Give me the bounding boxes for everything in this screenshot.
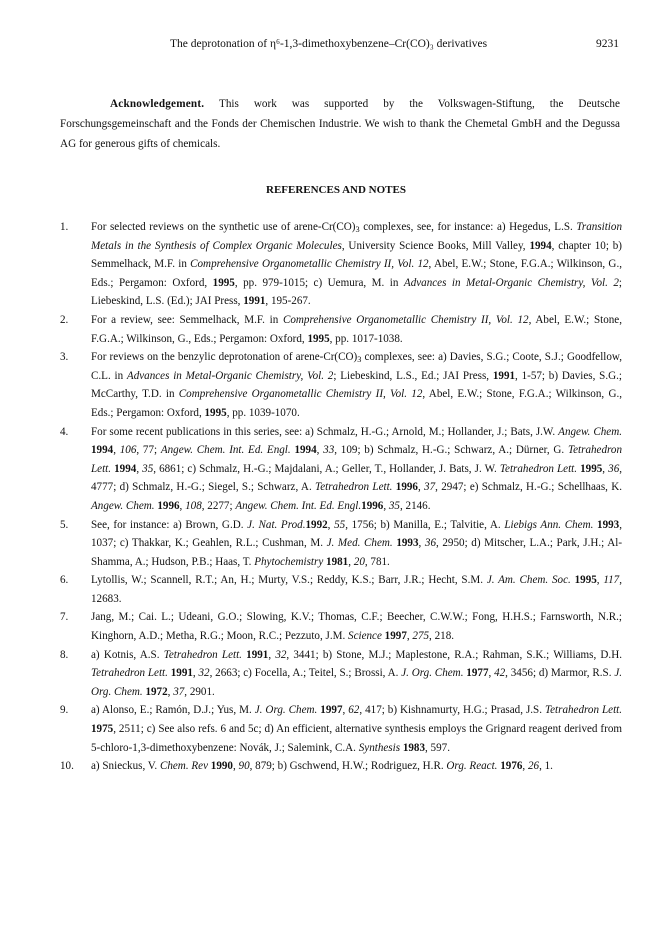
reference-item	[60, 516, 622, 572]
reference-text: For a review, see: Semmelhack, M.F. in Comprehensive Organometallic Chemistry II, Vol. 12, Abel, E.W.; Stone, F.G.A.; Wilkinson, G., Eds.; Pergamon: Oxford, 1995, pp. 1017-1038.	[91, 313, 622, 345]
reference-item	[60, 571, 622, 608]
references-heading: REFERENCES AND NOTES	[266, 184, 406, 196]
reference-number: 7.	[60, 611, 69, 624]
running-title: The deprotonation of η⁶-1,3-dimethoxybenzene–Cr(CO)₃ derivatives	[170, 38, 488, 50]
reference-item	[60, 218, 622, 311]
reference-text: For reviews on the benzylic deprotonation of arene-$Cr(CO)_3$ complexes, see: a) Davies, S.G.; Coote, S.J.; Goodfellow, C.L. in Advances in Metal-Organic Chemistry, Vol. 2; Liebeskind, L.S., Ed.; JAI Press, 1991, 1-57; b) Davies, S.G.; McCarthy, T.D. in Comprehensive Organometallic Chemistry II, Vol. 12, Abel, E.W.; Stone, F.G.A.; Wilkinson, G., Eds.; Pergamon: Oxford, 1995, pp. 1039-1070.	[91, 351, 622, 419]
reference-item	[60, 608, 622, 645]
reference-number: 6.	[60, 574, 69, 587]
reference-item	[60, 701, 622, 757]
reference-item	[60, 423, 622, 516]
reference-number: 9.	[60, 704, 69, 717]
reference-item	[60, 348, 622, 422]
acknowledgement-label: Acknowledgement.	[110, 98, 205, 110]
reference-number: 10.	[60, 760, 74, 773]
reference-number: 4.	[60, 425, 69, 438]
reference-text: a) Alonso, E.; Ramón, D.J.; Yus, M. J. Org. Chem. 1997, 62, 417; b) Kishnamurty, H.G.; Prasad, J.S. Tetrahedron Lett. 1975, 2511; c) See also refs. 6 and 5c; d) An efficient, alternative synthesis employs the Grignard reagent derived from 5-chloro-1,3-dimethoxybenzene: Novák, J.; Salemink, C.A. Synthesis 1983, 597.	[91, 704, 623, 754]
reference-number: 3.	[60, 351, 69, 364]
reference-text: Jang, M.; Cai. L.; Udeani, G.O.; Slowing, K.V.; Thomas, C.F.; Beecher, C.W.W.; Fong, H.H.S.; Farnsworth, N.R.; Kinghorn, A.D.; Metha, R.G.; Moon, R.C.; Pezzuto, J.M. Science 1997, 275, 218.	[91, 611, 622, 643]
reference-text: a) Kotnis, A.S. Tetrahedron Lett. 1991, 32, 3441; b) Stone, M.J.; Maplestone, R.A.; Rahman, S.K.; Williams, D.H. Tetrahedron Lett. 1991, 32, 2663; c) Focella, A.; Teitel, S.; Brossi, A. J. Org. Chem. 1977, 42, 3456; d) Marmor, R.S. J. Org. Chem. 1972, 37, 2901.	[91, 648, 623, 698]
reference-number: 5.	[60, 518, 69, 531]
page-number: 9231	[596, 38, 619, 50]
reference-item	[60, 646, 622, 702]
reference-number: 2.	[60, 313, 69, 326]
reference-number: 1.	[60, 221, 69, 233]
reference-text: a) Snieckus, V. Chem. Rev 1990, 90, 879; b) Gschwend, H.W.; Rodriguez, H.R. Org. React. 1976, 26, 1.	[91, 760, 553, 773]
reference-text: Lytollis, W.; Scannell, R.T.; An, H.; Murty, V.S.; Reddy, K.S.; Barr, J.R.; Hecht, S.M. J. Am. Chem. Soc. 1995, 117, 12683.	[91, 574, 622, 605]
reference-number: 8.	[60, 648, 69, 661]
references-list	[60, 218, 622, 776]
acknowledgement-text: This work was supported by the Volkswagen-Stiftung, the Deutsche Forschungsgemeinschaft and the Fonds der Chemischen Industrie. We wish to thank the Chemetal GmbH and the Degussa AG for generous gifts of chemicals.	[60, 98, 620, 150]
reference-text: For some recent publications in this series, see: a) Schmalz, H.-G.; Arnold, M.; Hollander, J.; Bats, J.W. Angew. Chem. 1994, 106, 77; Angew. Chem. Int. Ed. Engl. 1994, 33, 109; b) Schmalz, H.-G.; Schwarz, A.; Dürner, G. Tetrahedron Lett. 1994, 35, 6861; c) Schmalz, H.-G.; Majdalani, A.; Geller, T., Hollander, J. Bats, J. W. Tetrahedron Lett. 1995, 36, 4777; d) Schmalz, H.-G.; Siegel, S.; Schwarz, A. Tetrahedron Lett. 1996, 37, 2947; e) Schmalz, H.-G.; Schellhaas, K. Angew. Chem. 1996, 108, 2277; Angew. Chem. Int. Ed. Engl.1996, 35, 2146.	[91, 425, 623, 512]
reference-text: For selected reviews on the synthetic use of arene-$Cr(CO)_3$ complexes, see, for instance: a) Hegedus, L.S. Transition Metals in the Synthesis of Complex Organic Molecules, University Science Books, Mill Valley, 1994, chapter 10; b) Semmelhack, M.F. in Comprehensive Organometallic Chemistry II, Vol. 12, Abel, E.W.; Stone, F.G.A.; Wilkinson, G., Eds.; Pergamon: Oxford, 1995, pp. 979-1015; c) Uemura, M. in Advances in Metal-Organic Chemistry, Vol. 2; Liebeskind, L.S. (Ed.); JAI Press, 1991, 195-267.	[91, 221, 622, 308]
reference-text: See, for instance: a) Brown, G.D. J. Nat. Prod.1992, 55, 1756; b) Manilla, E.; Talvitie, A. Liebigs Ann. Chem. 1993, 1037; c) Thakkar, K.; Geahlen, R.L.; Cushman, M. J. Med. Chem. 1993, 36, 2950; d) Mitscher, L.A.; Park, J.H.; Al-Shamma, A.; Hudson, P.B.; Haas, T. Phytochemistry 1981, 20, 781.	[91, 518, 623, 568]
reference-item	[60, 311, 622, 348]
reference-item	[60, 757, 622, 776]
acknowledgement-paragraph	[60, 94, 620, 154]
